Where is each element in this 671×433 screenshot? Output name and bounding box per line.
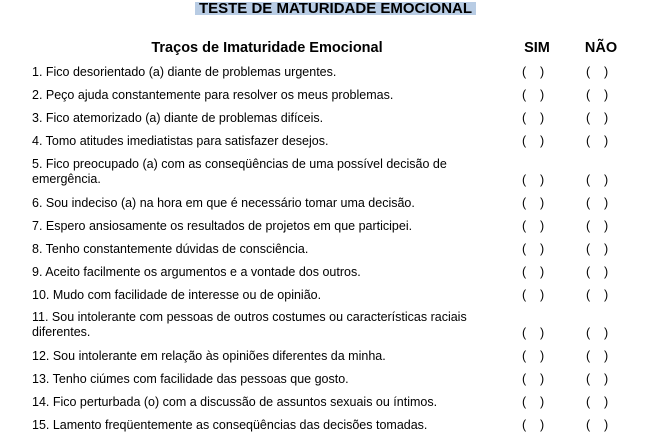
- question-text: 3. Fico atemorizado (a) diante de problemas difíceis.: [32, 111, 324, 125]
- yes-checkbox[interactable]: ( ): [522, 219, 545, 233]
- question-text: 12. Sou intolerante em relação às opiniões diferentes da minha.: [32, 349, 386, 363]
- document-title: TESTE DE MATURIDADE EMOCIONAL: [195, 2, 476, 15]
- list-item: [32, 395, 502, 410]
- yes-checkbox[interactable]: ( ): [522, 242, 545, 256]
- no-checkbox[interactable]: ( ): [586, 242, 609, 256]
- question-text: 6. Sou indeciso (a) na hora em que é necessário tomar uma decisão.: [32, 196, 415, 210]
- yes-checkbox[interactable]: ( ): [522, 349, 545, 363]
- no-checkbox[interactable]: ( ): [586, 134, 609, 148]
- question-text: 7. Espero ansiosamente os resultados de projetos em que participei.: [32, 219, 413, 233]
- question-text: 1. Fico desorientado (a) diante de problemas urgentes.: [32, 65, 337, 79]
- no-checkbox[interactable]: ( ): [586, 349, 609, 363]
- no-column-header: NÃO: [584, 40, 618, 56]
- yes-checkbox[interactable]: ( ): [522, 65, 545, 79]
- yes-checkbox[interactable]: ( ): [522, 395, 545, 409]
- list-item: [32, 134, 502, 149]
- yes-checkbox[interactable]: ( ): [522, 288, 545, 302]
- list-item: [32, 288, 502, 303]
- question-text: 2. Peço ajuda constantemente para resolver os meus problemas.: [32, 88, 394, 102]
- question-text: 15. Lamento freqüentemente as conseqüências das decisões tomadas.: [32, 418, 428, 432]
- no-checkbox[interactable]: ( ): [586, 418, 609, 432]
- list-item: [32, 65, 502, 80]
- question-text: 8. Tenho constantemente dúvidas de consciência.: [32, 242, 309, 256]
- no-checkbox[interactable]: ( ): [586, 372, 609, 386]
- list-item: [32, 111, 502, 126]
- yes-checkbox[interactable]: ( ): [522, 196, 545, 210]
- no-checkbox[interactable]: ( ): [586, 219, 609, 233]
- list-item: [32, 196, 502, 211]
- document-title-wrapper: [0, 0, 671, 18]
- list-item: [32, 88, 502, 103]
- no-checkbox[interactable]: ( ): [586, 196, 609, 210]
- question-text: 13. Tenho ciúmes com facilidade das pessoas que gosto.: [32, 372, 349, 386]
- no-checkbox[interactable]: ( ): [586, 395, 609, 409]
- yes-column-header: SIM: [524, 40, 550, 56]
- no-checkbox[interactable]: ( ): [586, 65, 609, 79]
- yes-checkbox[interactable]: ( ): [522, 372, 545, 386]
- question-text: 14. Fico perturbada (o) com a discussão de assuntos sexuais ou íntimos.: [32, 395, 438, 409]
- yes-checkbox[interactable]: ( ): [522, 134, 545, 148]
- question-text: 11. Sou intolerante com pessoas de outros costumes ou características raciais diferentes.: [32, 310, 467, 339]
- no-checkbox[interactable]: ( ): [586, 265, 609, 279]
- yes-checkbox[interactable]: ( ): [522, 418, 545, 432]
- question-text: 4. Tomo atitudes imediatistas para satisfazer desejos.: [32, 134, 329, 148]
- no-checkbox[interactable]: ( ): [586, 326, 609, 340]
- no-checkbox[interactable]: ( ): [586, 88, 609, 102]
- list-item: [32, 157, 502, 187]
- question-text: 10. Mudo com facilidade de interesse ou de opinião.: [32, 288, 322, 302]
- list-item: [32, 310, 502, 340]
- list-item: [32, 219, 502, 234]
- question-text: 9. Aceito facilmente os argumentos e a vontade dos outros.: [32, 265, 361, 279]
- yes-checkbox[interactable]: ( ): [522, 265, 545, 279]
- yes-checkbox[interactable]: ( ): [522, 111, 545, 125]
- no-checkbox[interactable]: ( ): [586, 173, 609, 187]
- list-item: [32, 265, 502, 280]
- traits-column-header: Traços de Imaturidade Emocional: [151, 40, 383, 56]
- list-item: [32, 349, 502, 364]
- list-item: [32, 242, 502, 257]
- no-checkbox[interactable]: ( ): [586, 111, 609, 125]
- yes-checkbox[interactable]: ( ): [522, 88, 545, 102]
- no-checkbox[interactable]: ( ): [586, 288, 609, 302]
- list-item: [32, 372, 502, 387]
- yes-checkbox[interactable]: ( ): [522, 326, 545, 340]
- yes-checkbox[interactable]: ( ): [522, 173, 545, 187]
- question-text: 5. Fico preocupado (a) com as conseqüências de uma possível decisão de emergência.: [32, 157, 447, 186]
